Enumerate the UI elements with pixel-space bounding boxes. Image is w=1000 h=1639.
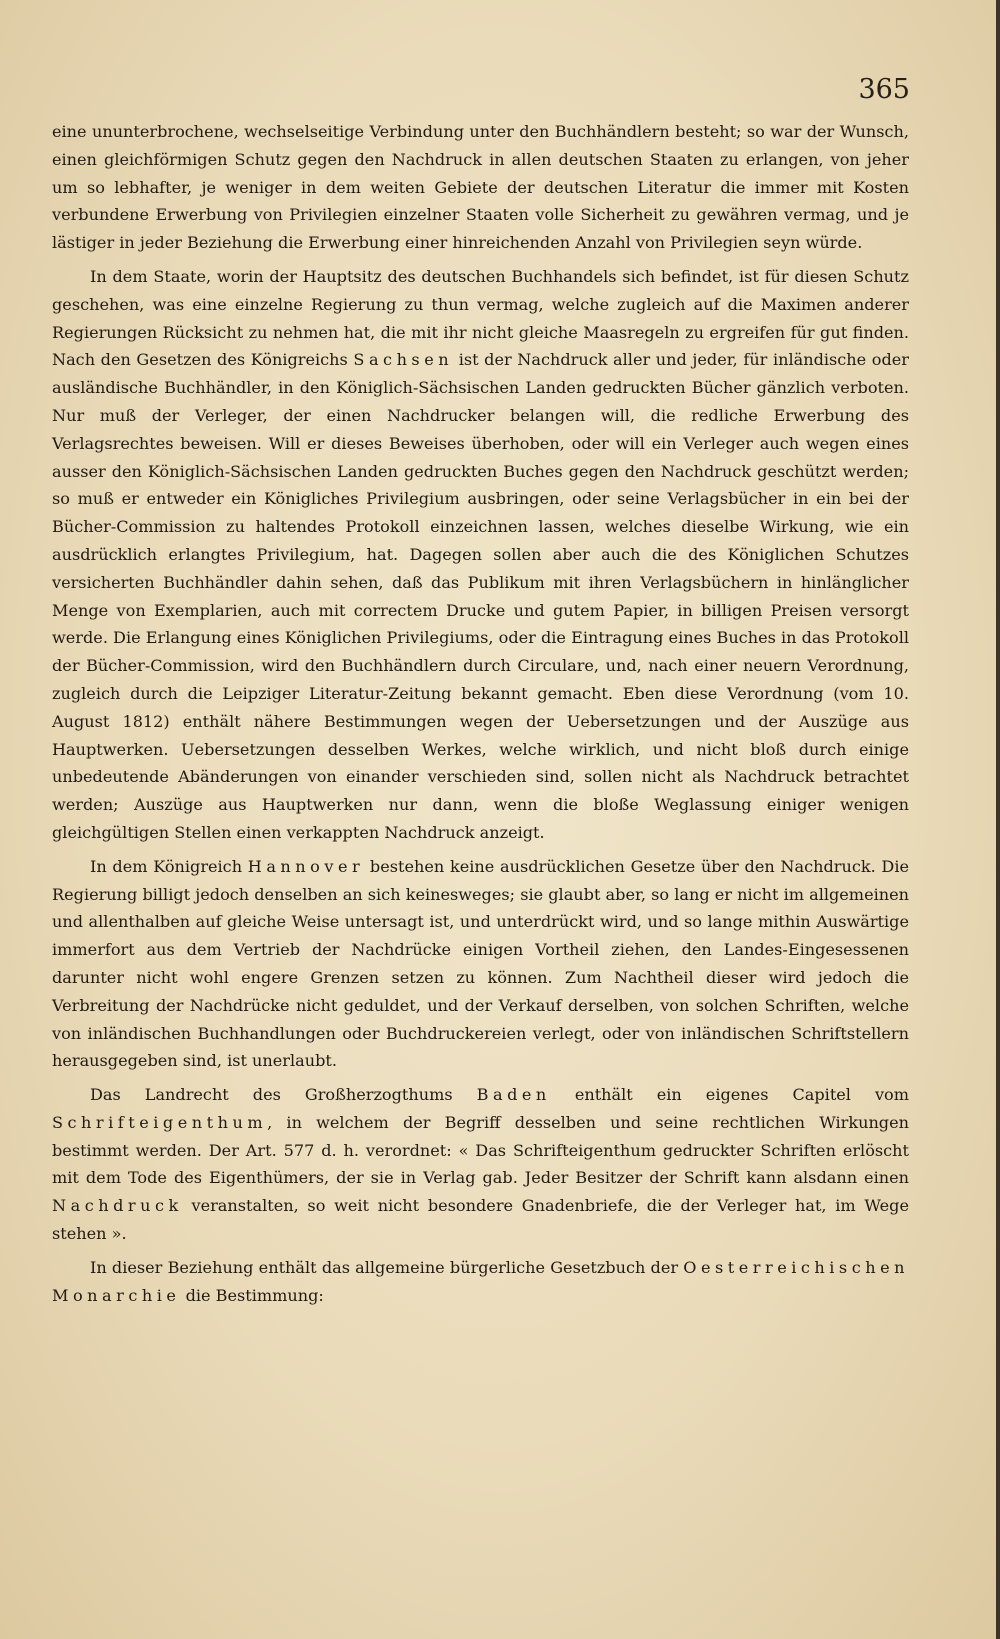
paragraph-4-text-a: Das Landrecht des Großherzogthums [90, 1085, 477, 1105]
paragraph-2-text-b: ist der Nachdruck aller und jeder, für inländische oder ausländische Buchhändler, in den Königlich-Sächsischen Landen gedruckten Bücher gänzlich verboten. Nur muß der Verleger, der einen Nachdrucker belangen will, die redliche Erwerbung des Verlagsrechtes beweisen. Will er dieses Beweises überhoben, oder will ein Verleger auch wegen eines ausser den Königlich-Sächsischen Landen gedruckten Buches gegen den Nachdruck geschützt werden; so muß er entweder ein Königliches Privilegium ausbringen, oder seine Verlagsbücher in ein bei der Bücher-Commission zu haltendes Protokoll einzeichnen lassen, welches dieselbe Wirkung, wie ein ausdrücklich erlangtes Privilegium, hat. Dagegen sollen aber auch die des Königlichen Schutzes versicherten Buchhändler dahin sehen, daß das Publikum mit ihren Verlagsbüchern in hinlänglicher Menge von Exemplarien, auch mit correctem Drucke und gutem Papier, in billigen Preisen versorgt werde. Die Erlangung eines Königlichen Privilegiums, oder die Eintragung eines Buches in das Protokoll der Bücher-Commission, wird den Buchhändlern durch Circulare, und, nach einer neuern Verordnung, zugleich durch die Leipziger Literatur-Zeitung bekannt gemacht. Eben diese Verordnung (vom 10. August 1812) enthält nähere Bestimmungen wegen der Uebersetzungen und der Auszüge aus Hauptwerken. Uebersetzungen desselben Werkes, welche wirklich, und nicht bloß durch einige unbedeutende Abänderungen von einander verschieden sind, sollen nicht als Nachdruck betrachtet werden; Auszüge aus Hauptwerken nur dann, wenn die bloße Weglassung einiger wenigen gleichgültigen Stellen einen verkappten Nachdruck anzeigt. [52, 350, 909, 842]
page-edge [996, 0, 1000, 1639]
page-number: 365 [858, 74, 910, 105]
paragraph-4-text-b: enthält ein eigenes Capitel vom [550, 1085, 910, 1105]
paragraph-4-text-d: veranstalten, so weit nicht besondere Gnadenbriefe, die der Verleger hat, im Wege stehen ». [52, 1196, 909, 1244]
body-text [52, 118, 909, 1309]
emphasis-oesterreich: Oesterreichischen Monarchie [52, 1257, 909, 1305]
paragraph-5-text-b: die Bestimmung: [180, 1285, 324, 1305]
paragraph-5-text-a: In dieser Beziehung enthält das allgemeine bürgerliche Gesetzbuch der [90, 1257, 684, 1277]
paragraph-4-text-c: , in welchem der Begriff desselben und seine rechtlichen Wirkungen bestimmt werden. Der Art. 577 d. h. verordnet: « Das Schrifteigenthum gedruckter Schriften erlöscht mit dem Tode des Eigenthümers, der sie in Verlag gab. Jeder Besitzer der Schrift kann alsdann einen [52, 1112, 909, 1188]
paragraph-1 [52, 118, 909, 257]
paragraph-3-text-b: bestehen keine ausdrücklichen Gesetze über den Nachdruck. Die Regierung billigt jedoch denselben an sich keinesweges; sie glaubt aber, so lang er nicht im allgemeinen und allenthalben auf gleiche Weise untersagt ist, und unterdrückt wird, und so lange mithin Auswärtige immerfort aus dem Vertrieb der Nachdrücke einigen Vortheil ziehen, den Landes-Eingesessenen darunter nicht wohl engere Grenzen setzen zu können. Zum Nachtheil dieser wird jedoch die Verbreitung der Nachdrücke nicht geduldet, und der Verkauf derselben, von solchen Schriften, welche von inländischen Buchhandlungen oder Buchdruckereien verlegt, oder von inländischen Schriftstellern herausgegeben sind, ist unerlaubt. [52, 856, 910, 1071]
emphasis-hannover: Hannover [247, 856, 365, 876]
paragraph-1-text: eine ununterbrochene, wechselseitige Verbindung unter den Buchhändlern besteht; so war der Wunsch, einen gleichförmigen Schutz gegen den Nachdruck in allen deutschen Staaten zu erlangen, von jeher um so lebhafter, je weniger in dem weiten Gebiete der deutschen Literatur die immer mit Kosten verbundene Erwerbung von Privilegien einzelner Staaten volle Sicherheit zu gewähren vermag, und je lästiger in jeder Beziehung die Erwerbung einer hinreichenden Anzahl von Privilegien seyn würde. [52, 122, 909, 253]
paragraph-2 [52, 263, 909, 847]
emphasis-nachdruck: Nachdruck [52, 1196, 183, 1216]
paragraph-5 [52, 1254, 909, 1310]
emphasis-sachsen: Sachsen [353, 350, 454, 370]
paragraph-3 [52, 853, 909, 1075]
paragraph-2-text-a: In dem Staate, worin der Hauptsitz des deutschen Buchhandels sich befindet, ist für diesen Schutz geschehen, was eine einzelne Regierung zu thun vermag, welche zugleich auf die Maximen anderer Regierungen Rücksicht zu nehmen hat, die mit ihr nicht gleiche Maasregeln zu ergreifen für gut finden. Nach den Gesetzen des Königreichs [52, 266, 909, 370]
emphasis-schrifteigenthum: Schrifteigenthum [52, 1112, 268, 1132]
paragraph-4 [52, 1081, 909, 1248]
emphasis-baden: Baden [476, 1085, 551, 1105]
paragraph-3-text-a: In dem Königreich [90, 856, 248, 876]
